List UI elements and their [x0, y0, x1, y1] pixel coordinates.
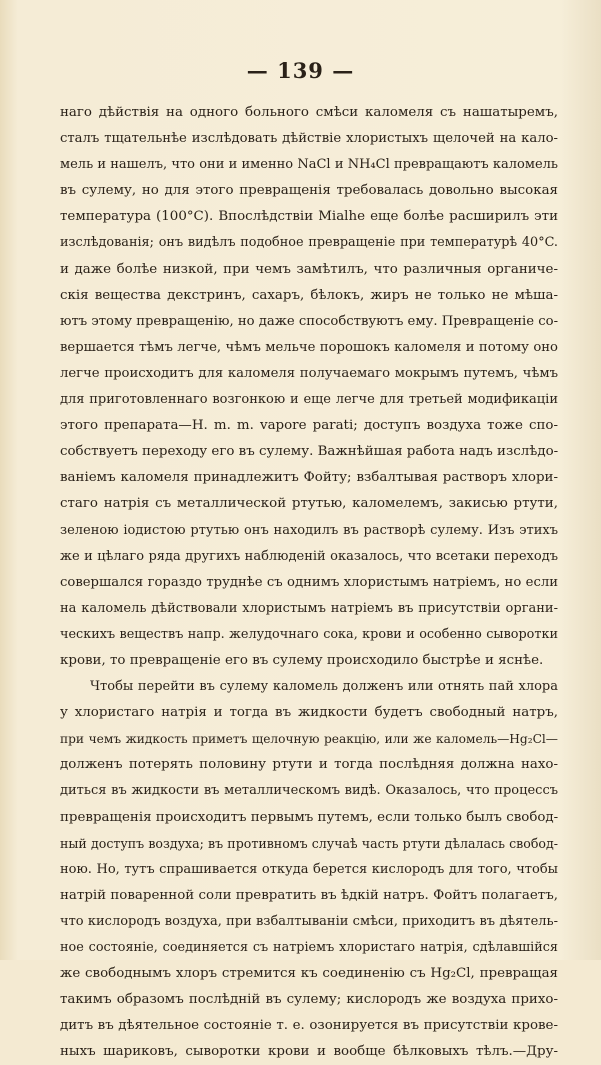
- text-line: ною. Но, тутъ спрашивается откуда берется кислородъ для того, чтобы: [60, 861, 558, 877]
- text-line: стаго натрія съ металлической ртутью, каломелемъ, закисью ртути,: [60, 496, 558, 512]
- text-line: превращенія происходитъ первымъ путемъ, если только былъ свобод-: [60, 809, 558, 825]
- text-line: легче происходитъ для каломеля получаемаго мокрымъ путемъ, чѣмъ: [60, 365, 558, 381]
- text-line: собствуетъ переходу его въ сулему. Важнѣйшая работа надъ изслѣдо-: [60, 444, 558, 460]
- text-line: долженъ потерять половину ртути и тогда послѣдняя должна нахо-: [60, 757, 558, 773]
- text-line: наго дѣйствія на одного больного смѣси каломеля съ нашатыремъ,: [60, 105, 558, 120]
- text-line: такимъ образомъ послѣдній въ сулему; кислородъ же воздуха прихо-: [60, 992, 558, 1008]
- paragraph-end-line: крови, то превращеніе его въ сулему происходило быстрѣе и яснѣе.: [60, 652, 544, 668]
- text-line: у хлористаго натрія и тогда въ жидкости будетъ свободный натръ,: [60, 705, 558, 721]
- text-line: ваніемъ каломеля принадлежитъ Фойту; взбалтывая растворъ хлори-: [60, 470, 558, 486]
- text-line: мель и нашелъ, что они и именно NaCl и NH₄Cl превращаютъ каломель: [60, 157, 558, 173]
- page-number: — 139 —: [246, 58, 355, 83]
- text-line: при чемъ жидкость приметъ щелочную реакцію, или же каломель—Hg₂Cl—: [60, 732, 558, 747]
- text-line: въ сулему, но для этого превращенія требовалась довольно высокая: [60, 183, 558, 199]
- page-body: [60, 100, 558, 1065]
- text-line: что кислородъ воздуха, при взбалтываніи смѣси, приходитъ въ дѣятель-: [60, 913, 558, 929]
- text-line: на каломель дѣйствовали хлористымъ натріемъ въ присутствіи органи-: [60, 600, 558, 616]
- text-line: ныхъ шариковъ, сыворотки крови и вообще бѣлковыхъ тѣлъ.—Дру-: [60, 1044, 558, 1060]
- text-line: сталъ тщательнѣе изслѣдовать дѣйствіе хлористыхъ щелочей на кало-: [60, 131, 558, 147]
- text-line: вершается тѣмъ легче, чѣмъ мельче порошокъ каломеля и потому оно: [60, 339, 558, 355]
- text-line: ютъ этому превращенію, но даже способствуютъ ему. Превращеніе со-: [60, 313, 558, 329]
- text-line: и даже болѣе низкой, при чемъ замѣтилъ, что различныя органиче-: [60, 261, 558, 277]
- text-line: ное состояніе, соединяется съ натріемъ хлористаго натрія, сдѣлавшійся: [60, 940, 558, 955]
- text-line: ческихъ веществъ напр. желудочнаго сока, крови и особенно сыворотки: [60, 626, 558, 642]
- text-line: зеленою іодистою ртутью онъ находилъ въ растворѣ сулему. Изъ этихъ: [60, 522, 558, 538]
- text-line: диться въ жидкости въ металлическомъ видѣ. Оказалось, что процессъ: [60, 783, 558, 799]
- text-line: совершался гораздо труднѣе съ однимъ хлористымъ натріемъ, но если: [60, 574, 558, 590]
- text-line: натрій поваренной соли превратить въ ѣдкій натръ. Фойтъ полагаетъ,: [60, 887, 558, 903]
- text-line: для приготовленнаго возгонкою и еще легче для третьей модификаціи: [60, 392, 558, 408]
- text-line: же свободнымъ хлоръ стремится къ соединенію съ Hg₂Cl, превращая: [60, 966, 558, 982]
- text-line: температура (100°C). Впослѣдствіи Mialhe еще болѣе расширилъ эти: [60, 209, 558, 225]
- text-line: скія вещества декстринъ, сахаръ, бѣлокъ, жиръ не только не мѣша-: [60, 287, 558, 303]
- text-line: ный доступъ воздуха; въ противномъ случаѣ часть ртути дѣлалась свобод-: [60, 835, 558, 851]
- text-line: изслѣдованія; онъ видѣлъ подобное превращеніе при температурѣ 40°C.: [60, 235, 558, 251]
- text-line: этого препарата—H. m. m. vapore parati; доступъ воздуха тоже спо-: [60, 418, 558, 434]
- text-line: же и цѣлаго ряда другихъ наблюденій оказалось, что всетаки переходъ: [60, 548, 558, 564]
- paragraph-start-line: Чтобы перейти въ сулему каломель долженъ или отнять пай хлора: [90, 679, 558, 695]
- text-line: дитъ въ дѣятельное состояніе т. е. озонируется въ присутствіи крове-: [60, 1018, 558, 1034]
